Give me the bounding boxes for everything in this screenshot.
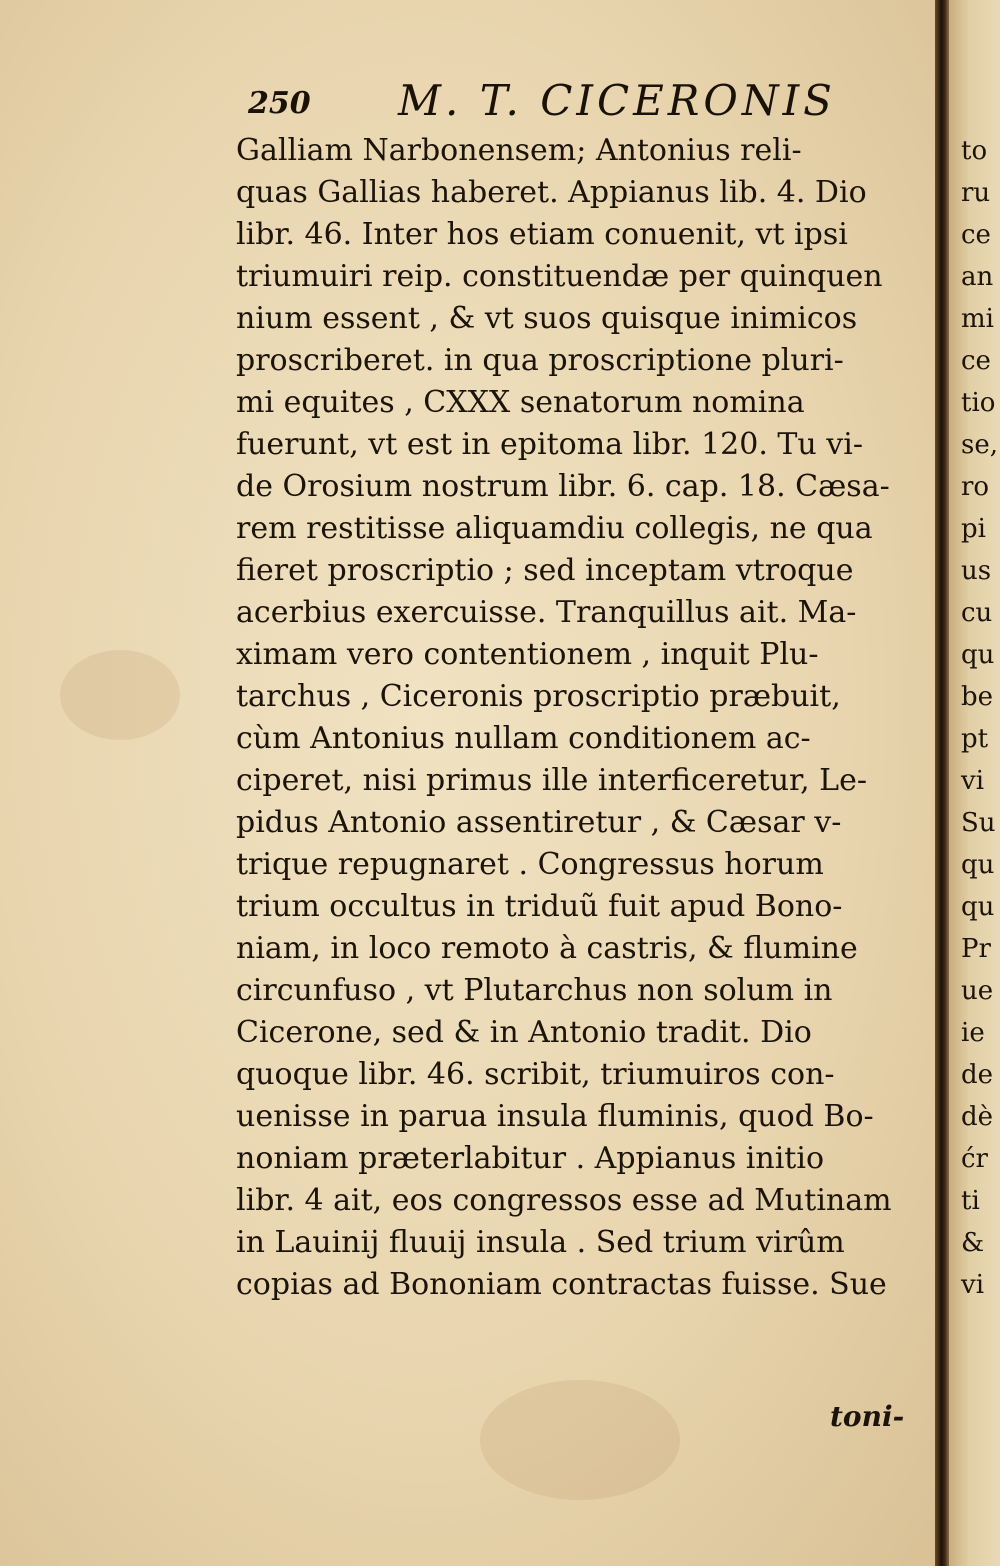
page-number: 250 [248, 86, 311, 121]
text-line: ximam vero contentionem , inquit Plu- [236, 637, 819, 672]
text-line: Galliam Narbonensem; Antonius reli- [236, 133, 802, 168]
fragment-line: ue [961, 976, 994, 1006]
fragment-line: ru [961, 178, 991, 208]
text-line: circunfuso , vt Plutarchus non solum in [236, 973, 833, 1008]
fragment-line: qu [961, 850, 995, 880]
fragment-line: vi [961, 1270, 985, 1300]
text-line: tarchus , Ciceronis proscriptio præbuit, [236, 679, 841, 714]
right-page-edge [949, 0, 1000, 1566]
fragment-line: pt [961, 724, 989, 754]
right-page-text [961, 130, 998, 1306]
text-line: rem restitisse aliquamdiu collegis, ne qua [236, 511, 873, 546]
text-line: mi equites , CXXX senatorum nomina [236, 385, 805, 420]
text-line: niam, in loco remoto à castris, & flumine [236, 931, 858, 966]
text-line: noniam præterlabitur . Appianus initio [236, 1141, 825, 1176]
body-text [236, 130, 935, 1306]
fragment-line: ie [961, 1018, 985, 1048]
fragment-line: Su [961, 808, 996, 838]
text-line: trique repugnaret . Congressus horum [236, 847, 824, 882]
text-line: pidus Antonio assentiretur , & Cæsar v- [236, 805, 842, 840]
fragment-line: ce [961, 220, 991, 250]
paper-stain [480, 1380, 680, 1500]
fragment-line: mi [961, 304, 994, 334]
fragment-line: ro [961, 472, 990, 502]
text-line: ciperet, nisi primus ille interficeretur, Le- [236, 763, 867, 798]
fragment-line: be [961, 682, 994, 712]
fragment-line: se, [961, 430, 998, 460]
text-line: fieret proscriptio ; sed inceptam vtroque [236, 553, 854, 588]
fragment-line: dè [961, 1102, 994, 1132]
running-title: M. T. CICERONIS [398, 76, 836, 125]
paper-stain [60, 650, 180, 740]
running-head [248, 72, 928, 132]
fragment-line: qu [961, 640, 995, 670]
fragment-line: an [961, 262, 994, 292]
text-line: copias ad Bononiam contractas fuisse. Sue [236, 1267, 887, 1302]
text-line: libr. 46. Inter hos etiam conuenit, vt ipsi [236, 217, 848, 252]
fragment-line: ćr [961, 1144, 988, 1174]
text-line: de Orosium nostrum libr. 6. cap. 18. Cæsa- [236, 469, 890, 504]
fragment-line: cu [961, 598, 993, 628]
fragment-line: qu [961, 892, 995, 922]
fragment-line: tio [961, 388, 996, 418]
text-line: in Lauinij fluuij insula . Sed trium virûm [236, 1225, 845, 1260]
fragment-line: vi [961, 766, 985, 796]
text-line: fuerunt, vt est in epitoma libr. 120. Tu vi- [236, 427, 863, 462]
text-line: proscriberet. in qua proscriptione pluri- [236, 343, 844, 378]
text-line: uenisse in parua insula fluminis, quod Bo- [236, 1099, 874, 1134]
fragment-line: ce [961, 346, 991, 376]
fragment-line: ti [961, 1186, 980, 1216]
fragment-line: & [961, 1228, 985, 1258]
text-line: nium essent , & vt suos quisque inimicos [236, 301, 858, 336]
text-line: acerbius exercuisse. Tranquillus ait. Ma- [236, 595, 857, 630]
fragment-line: to [961, 136, 988, 166]
text-line: cùm Antonius nullam conditionem ac- [236, 721, 811, 756]
text-line: Cicerone, sed & in Antonio tradit. Dio [236, 1015, 812, 1050]
book-gutter [935, 0, 949, 1566]
fragment-line: pi [961, 514, 986, 544]
text-line: quoque libr. 46. scribit, triumuiros con- [236, 1057, 835, 1092]
text-line: triumuiri reip. constituendæ per quinquen [236, 259, 883, 294]
text-line: libr. 4 ait, eos congressos esse ad Mutinam [236, 1183, 892, 1218]
fragment-line: us [961, 556, 992, 586]
fragment-line: Pr [961, 934, 991, 964]
text-line: quas Gallias haberet. Appianus lib. 4. Dio [236, 175, 867, 210]
fragment-line: de [961, 1060, 994, 1090]
text-line: trium occultus in triduũ fuit apud Bono- [236, 889, 843, 924]
catchword: toni- [830, 1400, 905, 1433]
